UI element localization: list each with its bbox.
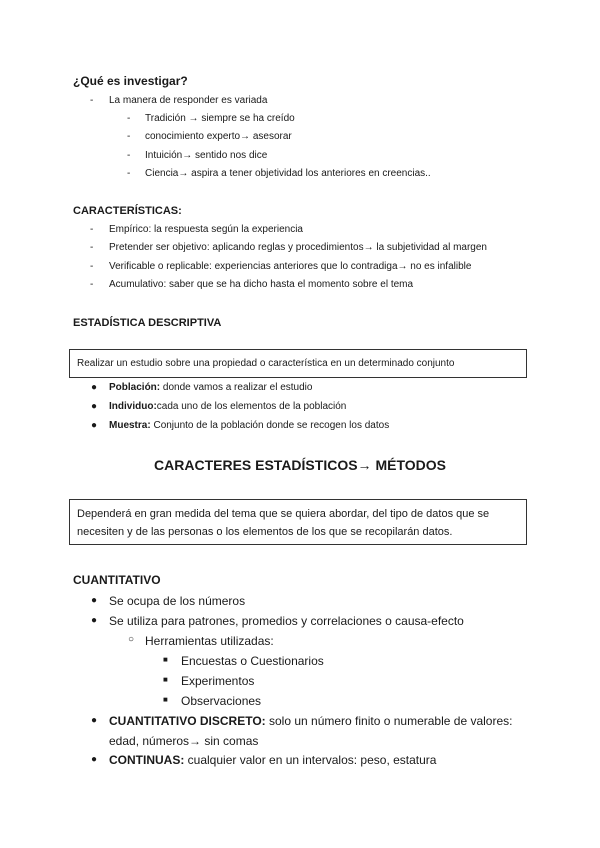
bullet-marker: ● bbox=[91, 420, 98, 431]
definition-box bbox=[69, 499, 527, 545]
definition-text-line2: necesiten y de las personas o los elementos de los que se recopilarán datos. bbox=[77, 526, 453, 538]
bullet-marker: ● bbox=[91, 382, 98, 393]
term-label: Población: bbox=[109, 382, 161, 393]
list-item-continuation: edad, números→ sin comas bbox=[109, 734, 259, 748]
section-title-caracteres: CARACTERES ESTADÍSTICOS→ MÉTODOS bbox=[154, 457, 446, 473]
square-marker: ■ bbox=[163, 655, 168, 664]
bullet-marker: ● bbox=[91, 715, 98, 726]
definition-text-line1: Dependerá en gran medida del tema que se quiera abordar, del tipo de datos que se bbox=[77, 508, 490, 520]
term-text: Conjunto de la población donde se recogen los datos bbox=[150, 420, 390, 431]
list-item bbox=[109, 753, 436, 767]
list-item: Empírico: la respuesta según la experiencia bbox=[109, 224, 303, 235]
circle-marker: ○ bbox=[128, 634, 135, 645]
term-text: cada uno de los elementos de la población bbox=[156, 401, 347, 412]
list-item: Ciencia→ aspira a tener objetividad los anteriores en creencias.. bbox=[145, 168, 431, 179]
list-item: conocimiento experto→ asesorar bbox=[145, 131, 292, 142]
list-item: Observaciones bbox=[181, 694, 262, 708]
section-heading-investigar: ¿Qué es investigar? bbox=[73, 74, 188, 88]
dash-marker: - bbox=[127, 168, 131, 179]
list-item: Experimentos bbox=[181, 674, 255, 688]
dash-marker: - bbox=[90, 242, 94, 253]
dash-marker: - bbox=[127, 131, 131, 142]
term-text: cualquier valor en un intervalos: peso, estatura bbox=[184, 753, 437, 767]
bullet-marker: ● bbox=[91, 615, 98, 626]
list-item bbox=[109, 420, 389, 431]
list-item: Se utiliza para patrones, promedios y correlaciones o causa-efecto bbox=[109, 614, 464, 628]
section-heading-caracteristicas: CARACTERÍSTICAS: bbox=[73, 205, 182, 217]
section-heading-cuantitativo: CUANTITATIVO bbox=[73, 573, 161, 587]
square-marker: ■ bbox=[163, 695, 168, 704]
list-item: Se ocupa de los números bbox=[109, 594, 246, 608]
definition-box bbox=[69, 349, 527, 378]
dash-marker: - bbox=[90, 261, 94, 272]
term-text: solo un número finito o numerable de valores: bbox=[265, 714, 513, 728]
list-item: Herramientas utilizadas: bbox=[145, 634, 274, 648]
list-item bbox=[109, 382, 312, 393]
bullet-marker: ● bbox=[91, 595, 98, 606]
term-label: CUANTITATIVO DISCRETO: bbox=[109, 714, 266, 728]
list-item bbox=[109, 714, 512, 728]
list-item: Tradición → siempre se ha creído bbox=[145, 113, 295, 124]
list-item: Pretender ser objetivo: aplicando reglas y procedimientos→ la subjetividad al margen bbox=[109, 242, 487, 253]
section-heading-estadistica: ESTADÍSTICA DESCRIPTIVA bbox=[73, 317, 222, 329]
dash-marker: - bbox=[127, 150, 131, 161]
dash-marker: - bbox=[127, 113, 131, 124]
dash-marker: - bbox=[90, 224, 94, 235]
term-label: CONTINUAS: bbox=[109, 753, 185, 767]
term-label: Muestra: bbox=[109, 420, 151, 431]
square-marker: ■ bbox=[163, 675, 168, 684]
term-label: Individuo: bbox=[109, 401, 157, 412]
dash-marker: - bbox=[90, 279, 94, 290]
list-item: Intuición→ sentido nos dice bbox=[145, 150, 268, 161]
list-item: La manera de responder es variada bbox=[109, 95, 268, 106]
definition-text: Realizar un estudio sobre una propiedad o característica en un determinado conjunto bbox=[77, 358, 455, 369]
list-item: Encuestas o Cuestionarios bbox=[181, 654, 324, 668]
dash-marker: - bbox=[90, 95, 94, 106]
bullet-marker: ● bbox=[91, 401, 98, 412]
list-item: Verificable o replicable: experiencias anteriores que lo contradiga→ no es infalible bbox=[109, 261, 472, 272]
list-item: Acumulativo: saber que se ha dicho hasta el momento sobre el tema bbox=[109, 279, 414, 290]
list-item bbox=[109, 401, 346, 412]
term-text: donde vamos a realizar el estudio bbox=[160, 382, 313, 393]
bullet-marker: ● bbox=[91, 754, 98, 765]
